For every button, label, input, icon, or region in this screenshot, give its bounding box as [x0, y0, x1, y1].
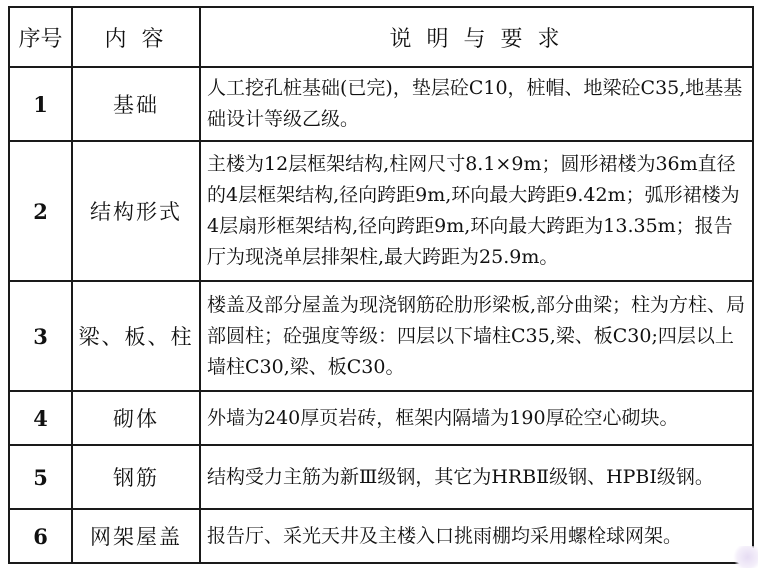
row-number: 4 — [9, 391, 72, 445]
table-row — [9, 141, 753, 281]
row-description: 主楼为12层框架结构,柱网尺寸8.1×9m；圆形裙楼为36m直径的4层框架结构,径向跨距9m,环向最大跨距9.42m；弧形裙楼为4层扇形框架结构,径向跨距9m,环向最大跨距为13.35m；报告厅为现浇单层排架柱,最大跨距为25.9m。 — [200, 141, 753, 281]
row-description: 报告厅、采光天井及主楼入口挑雨棚均采用螺栓球网架。 — [200, 509, 753, 563]
spec-table — [8, 6, 754, 564]
corner-decoration — [732, 546, 758, 568]
table-row — [9, 509, 753, 563]
row-description: 结构受力主筋为新Ⅲ级钢，其它为HRBⅡ级钢、HPBⅠ级钢。 — [200, 445, 753, 509]
row-item: 基础 — [72, 67, 200, 141]
table-row — [9, 67, 753, 141]
row-item: 结构形式 — [72, 141, 200, 281]
row-number: 2 — [9, 141, 72, 281]
row-description: 楼盖及部分屋盖为现浇钢筋砼肋形梁板,部分曲梁；柱为方柱、局部圆柱；砼强度等级：四层以下墙柱C35,梁、板C30;四层以上墙柱C30,梁、板C30。 — [200, 281, 753, 391]
table-row — [9, 281, 753, 391]
row-description: 外墙为240厚页岩砖，框架内隔墙为190厚砼空心砌块。 — [200, 391, 753, 445]
row-item: 网架屋盖 — [72, 509, 200, 563]
row-number: 3 — [9, 281, 72, 391]
row-item: 钢筋 — [72, 445, 200, 509]
table-row — [9, 391, 753, 445]
row-item: 砌体 — [72, 391, 200, 445]
spec-table-container — [8, 6, 752, 564]
row-number: 6 — [9, 509, 72, 563]
row-number: 5 — [9, 445, 72, 509]
row-number: 1 — [9, 67, 72, 141]
header-desc: 说 明 与 要 求 — [200, 7, 753, 67]
header-item: 内 容 — [72, 7, 200, 67]
header-no: 序号 — [9, 7, 72, 67]
row-item: 梁、板、柱 — [72, 281, 200, 391]
table-header-row — [9, 7, 753, 67]
table-row — [9, 445, 753, 509]
row-description: 人工挖孔桩基础(已完)，垫层砼C10，桩帽、地梁砼C35,地基基础设计等级乙级。 — [200, 67, 753, 141]
